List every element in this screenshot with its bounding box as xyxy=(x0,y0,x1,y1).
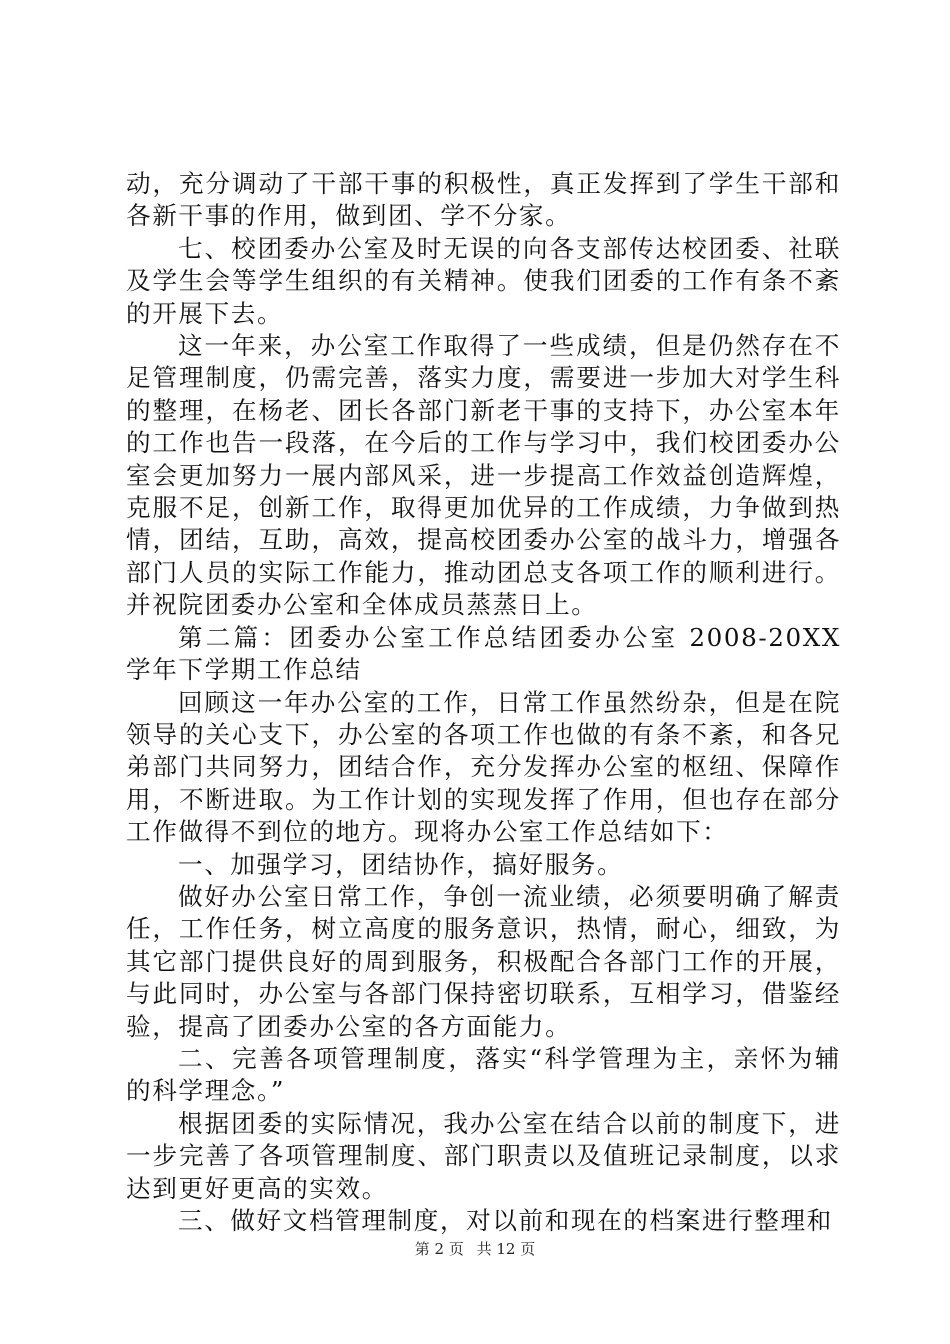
paragraph-5: 做好办公室日常工作，争创一流业绩，必须要明确了解责任，工作任务，树立高度的服务意识，热情，耐心，细致，为其它部门提供良好的周到服务，积极配合各部门工作的开展，与此同时，办公室与各部门保持密切联系，互相学习，借鉴经验，提高了团委办公室的各方面能力。 xyxy=(126,881,841,1041)
paragraph-3: 这一年来，办公室工作取得了一些成绩，但是仍然存在不足管理制度，仍需完善，落实力度，需要进一步加大对学生科的整理，在杨老、团长各部门新老干事的支持下，办公室本年的工作也告一段落，在今后的工作与学习中，我们校团委办公室会更加努力一展内部风采，进一步提高工作效益创造辉煌，克服不足，创新工作，取得更加优异的工作成绩，力争做到热情，团结，互助，高效，提高校团委办公室的战斗力，增强各部门人员的实际工作能力，推动团总支各项工作的顺利进行。并祝院团委办公室和全体成员蒸蒸日上。 xyxy=(126,331,841,620)
page-number: 第 2 页 xyxy=(414,1240,464,1258)
paragraph-4: 回顾这一年办公室的工作，日常工作虽然纷杂，但是在院领导的关心支下，办公室的各项工作也做的有条不紊，和各兄弟部门共同努力，团结合作，充分发挥办公室的枢纽、保障作用，不断进取。为工作计划的实现发挥了作用，但也存在部分工作做得不到位的地方。现将办公室工作总结如下： xyxy=(126,687,841,847)
page-total: 共 12 页 xyxy=(476,1240,536,1258)
paragraph-6: 根据团委的实际情况，我办公室在结合以前的制度下，进一步完善了各项管理制度、部门职责以及值班记录制度，以求达到更好更高的实效。 xyxy=(126,1108,841,1203)
section-heading-2: 第二篇：团委办公室工作总结团委办公室 2008-20XX 学年下学期工作总结 xyxy=(126,622,841,685)
point-heading-3: 三、做好文档管理制度，对以前和现在的档案进行整理和 xyxy=(178,1206,833,1235)
paragraph-2: 七、校团委办公室及时无误的向各支部传达校团委、社联及学生会等学生组织的有关精神。使我们团委的工作有条不紊的开展下去。 xyxy=(126,233,841,328)
point-heading-2: 二、完善各项管理制度，落实“科学管理为主，亲怀为辅的科学理念。” xyxy=(126,1043,841,1106)
paragraph-1: 动，充分调动了干部干事的积极性，真正发挥到了学生干部和各新干事的作用，做到团、学不分家。 xyxy=(126,169,841,231)
page-footer xyxy=(0,1238,950,1259)
document-body xyxy=(126,168,841,1237)
point-heading-1: 一、加强学习，团结协作，搞好服务。 xyxy=(178,849,624,879)
